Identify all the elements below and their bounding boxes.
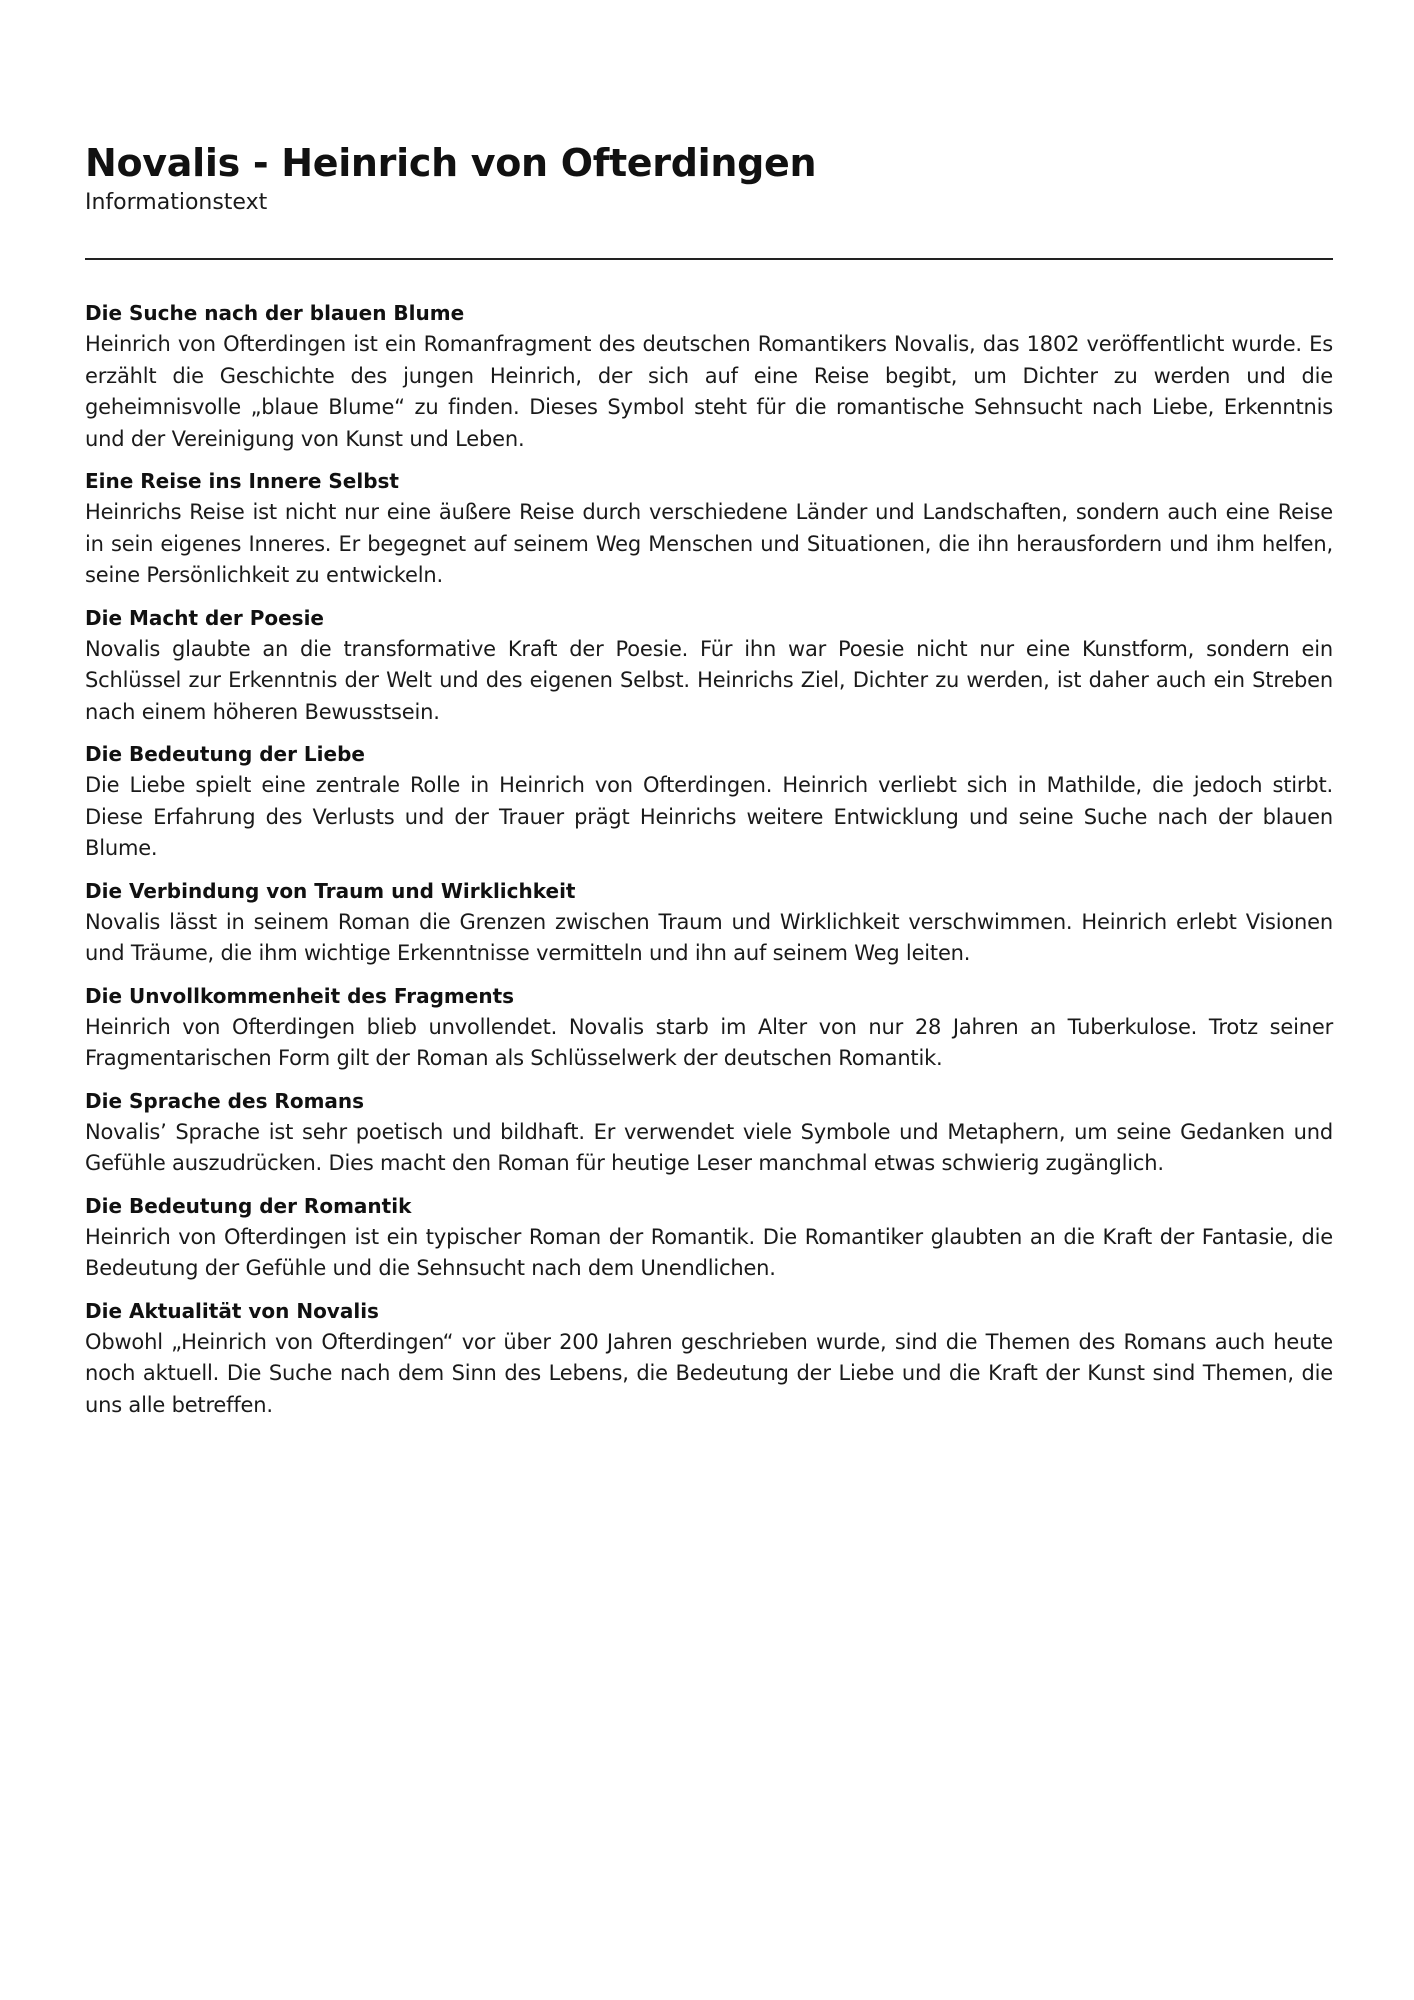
section-body: Heinrich von Ofterdingen ist ein Romanfragment des deutschen Romantikers Novalis, das 1802 veröffentlicht wurde. Es erzählt die Geschichte des jungen Heinrich, der sich auf eine Reise begibt, um Dichter zu werden und die geheimnisvolle „blaue Blume“ zu finden. Dieses Symbol steht für die romantische Sehnsucht nach Liebe, Erkenntnis und der Vereinigung von Kunst und Leben. [85,332,1333,451]
section-blue-flower [85,298,1333,455]
section-body: Novalis lässt in seinem Roman die Grenzen zwischen Traum und Wirklichkeit verschwimmen. Heinrich erlebt Visionen und Träume, die ihm wichtige Erkenntnisse vermitteln und ihn auf seinem Weg leiten. [85,909,1333,965]
page-title: Novalis - Heinrich von Ofterdingen [85,141,817,185]
section-body: Heinrich von Ofterdingen ist ein typischer Roman der Romantik. Die Romantiker glaubten an die Kraft der Fantasie, die Bedeutung der Gefühle und die Sehnsucht nach dem Unendlichen. [85,1224,1333,1280]
section-inner-journey [85,466,1333,592]
section-heading: Die Bedeutung der Romantik [85,1193,412,1218]
title-divider [85,258,1333,260]
section-dream-and-reality [85,876,1333,970]
section-heading: Eine Reise ins Innere Selbst [85,469,399,493]
section-heading: Die Sprache des Romans [85,1088,365,1113]
section-power-of-poetry [85,603,1333,729]
section-heading: Die Unvollkommenheit des Fragments [85,983,515,1008]
section-fragment [85,981,1333,1075]
section-meaning-of-love [85,739,1333,865]
section-body: Novalis glaubte an die transformative Kraft der Poesie. Für ihn war Poesie nicht nur eine Kunstform, sondern ein Schlüssel zur Erkenntnis der Welt und des eigenen Selbst. Heinrichs Ziel, Dichter zu werden, ist daher auch ein Streben nach einem höheren Bewusstsein. [85,636,1333,724]
section-romanticism [85,1191,1333,1285]
sections-container [85,298,1333,1421]
page-subtitle: Informationstext [85,190,268,215]
section-heading: Die Verbindung von Traum und Wirklichkeit [85,878,576,903]
section-heading: Die Bedeutung der Liebe [85,742,365,766]
section-body: Die Liebe spielt eine zentrale Rolle in Heinrich von Ofterdingen. Heinrich verliebt sich in Mathilde, die jedoch stirbt. Diese Erfahrung des Verlusts und der Trauer prägt Heinrichs weitere Entwicklung und seine Suche nach der blauen Blume. [85,773,1333,860]
section-relevance [85,1296,1333,1422]
section-body: Heinrich von Ofterdingen blieb unvollendet. Novalis starb im Alter von nur 28 Jahren an Tuberkulose. Trotz seiner Fragmentarischen Form gilt der Roman als Schlüsselwerk der deutschen Romantik. [85,1014,1333,1070]
section-heading: Die Macht der Poesie [85,605,324,630]
document-page [85,140,1333,1432]
section-body: Heinrichs Reise ist nicht nur eine äußere Reise durch verschiedene Länder und Landschaften, sondern auch eine Reise in sein eigenes Inneres. Er begegnet auf seinem Weg Menschen und Situationen, die ihn herausfordern und ihm helfen, seine Persönlichkeit zu entwickeln. [85,500,1333,587]
section-heading: Die Aktualität von Novalis [85,1298,379,1323]
section-language [85,1086,1333,1180]
section-body: Novalis’ Sprache ist sehr poetisch und bildhaft. Er verwendet viele Symbole und Metaphern, um seine Gedanken und Gefühle auszudrücken. Dies macht den Roman für heutige Leser manchmal etwas schwierig zugänglich. [85,1119,1333,1175]
section-heading: Die Suche nach der blauen Blume [85,301,465,325]
section-body: Obwohl „Heinrich von Ofterdingen“ vor über 200 Jahren geschrieben wurde, sind die Themen des Romans auch heute noch aktuell. Die Suche nach dem Sinn des Lebens, die Bedeutung der Liebe und die Kraft der Kunst sind Themen, die uns alle betreffen. [85,1329,1333,1417]
